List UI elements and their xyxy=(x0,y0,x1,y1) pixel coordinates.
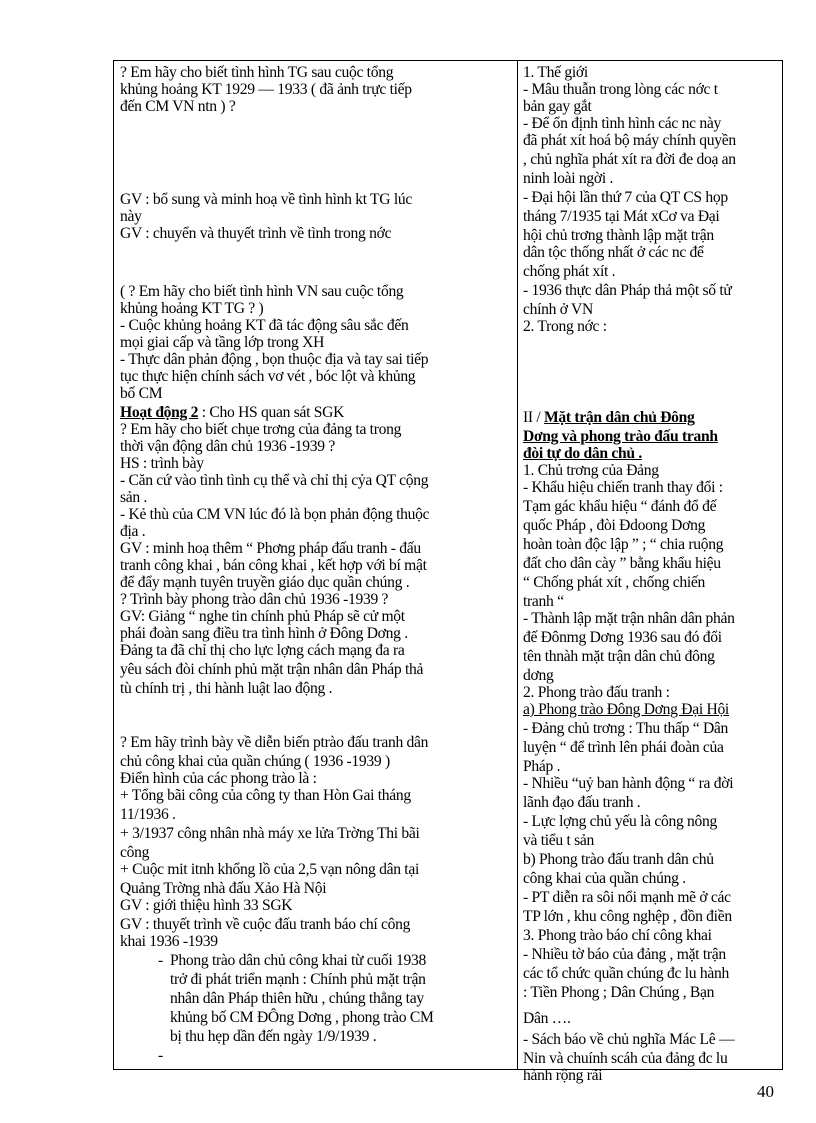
right-line xyxy=(523,870,686,887)
right-text: ninh loài ngời . xyxy=(523,170,614,187)
left-line xyxy=(120,283,403,300)
right-text: TP lớn , khu công nghệp , đồn điền xyxy=(523,908,732,925)
left-line xyxy=(120,64,393,81)
left-line xyxy=(120,642,404,659)
right-line xyxy=(523,428,718,445)
right-text: 1. Chủ trơng của Đảng xyxy=(523,462,659,479)
left-text: HS : trình bày xyxy=(120,455,204,472)
left-text: Quảng Trờng nhà đấu Xảo Hà Nội xyxy=(120,880,327,897)
left-line xyxy=(120,680,332,697)
right-text: dân tộc thống nhất ở các nc để xyxy=(523,244,704,261)
left-line xyxy=(120,557,427,574)
right-line xyxy=(523,574,705,591)
right-text: công khai của quần chúng . xyxy=(523,870,686,887)
left-line xyxy=(120,385,162,402)
left-line xyxy=(120,1047,170,1064)
right-line xyxy=(523,1031,734,1048)
left-line xyxy=(120,625,408,642)
left-line xyxy=(120,368,415,385)
right-heading: Mặt trận dân chủ Đông xyxy=(544,409,695,426)
left-line xyxy=(120,98,235,115)
left-line xyxy=(120,880,326,897)
left-line xyxy=(120,421,401,438)
right-line xyxy=(523,794,640,811)
left-text: Phong trào dân chủ công khai từ cuối 1938 xyxy=(170,952,426,969)
left-text: khủng hoảng KT TG ? ) xyxy=(120,300,264,317)
left-line xyxy=(120,472,428,489)
right-line xyxy=(523,409,695,426)
right-text: - 1936 thực dân Pháp thả một số tử xyxy=(523,282,732,299)
left-line xyxy=(120,540,421,557)
right-line xyxy=(523,593,564,610)
left-text: - Cuộc khủng hoảng KT đã tác động sâu sắc đến xyxy=(120,317,409,334)
left-text: nhân dân Pháp thiên hữu , chúng thẳng tay xyxy=(170,990,424,1007)
left-text: mọi giai cấp và tầng lớp trong XH xyxy=(120,334,325,351)
left-text: khai 1936 -1939 xyxy=(120,933,218,950)
right-line xyxy=(523,927,712,944)
right-line xyxy=(523,946,726,963)
left-text: này xyxy=(120,208,142,225)
left-text: Hoạt động 2 xyxy=(120,404,199,421)
right-line xyxy=(523,536,723,553)
right-line xyxy=(523,889,731,906)
right-line xyxy=(523,629,722,646)
left-text: chủ công khai của quần chúng ( 1936 -1939 ) xyxy=(120,753,390,770)
right-text: Tạm gác khẩu hiệu “ đánh đổ đế xyxy=(523,498,717,515)
right-line xyxy=(523,64,588,81)
left-line xyxy=(120,334,324,351)
right-text: Dơng và phong trào đấu tranh xyxy=(523,428,718,445)
left-text: sản . xyxy=(120,489,148,506)
right-line xyxy=(523,479,723,496)
right-text: - Để ổn định tình hình các nc này xyxy=(523,115,721,132)
left-text: ( ? Em hãy cho biết tình hình VN sau cuộc tổng xyxy=(120,283,404,300)
left-text: tù chính trị , thi hành luật lao động . xyxy=(120,680,333,697)
right-line xyxy=(523,908,732,925)
left-line xyxy=(120,825,420,842)
right-line xyxy=(523,984,714,1001)
left-line xyxy=(120,608,405,625)
right-text: luyện “ để trình lên phái đoàn của xyxy=(523,739,724,756)
right-line xyxy=(523,1010,571,1027)
right-line xyxy=(523,244,704,261)
left-text: để đẩy mạnh tuyên truyền giáo dục quần chúng . xyxy=(120,574,410,591)
right-text: tranh “ xyxy=(523,593,564,610)
right-text: - PT diễn ra sôi nổi mạnh mẽ ở các xyxy=(523,889,731,906)
left-line xyxy=(120,591,388,608)
left-text: 11/1936 . xyxy=(120,806,176,823)
right-line xyxy=(523,813,717,830)
left-text: địa . xyxy=(120,523,146,540)
right-line xyxy=(523,462,659,479)
left-text: khủng hoảng KT 1929 — 1933 ( đã ảnh trực tiếp xyxy=(120,81,412,98)
right-text: - Nhiều tờ báo của đảng , mặt trận xyxy=(523,946,726,963)
left-text: - Kẻ thù của CM VN lúc đó là bọn phản động thuộc xyxy=(120,506,430,523)
left-text: phái đoàn sang điều tra tình hình ở Đông Dơng . xyxy=(120,625,408,642)
left-suffix: : Cho HS quan sát SGK xyxy=(198,404,345,421)
left-text: + Tổng bãi công của công ty than Hòn Gai tháng xyxy=(120,787,411,804)
right-line xyxy=(523,208,719,225)
left-line xyxy=(120,990,424,1007)
left-text: - Căn cứ vào tình tình cụ thể và chỉ thị cỷa QT cộng xyxy=(120,472,429,489)
left-text: bị thu hẹp dần đến ngày 1/9/1939 . xyxy=(170,1028,377,1045)
right-text: quốc Pháp , đòi Đdoong Dơng xyxy=(523,517,706,534)
right-line xyxy=(523,318,607,335)
right-line xyxy=(523,498,716,515)
right-line xyxy=(523,115,721,132)
right-text: đất cho dân cày ” bằng khẩu hiệu xyxy=(523,555,721,572)
right-text: - Thành lập mặt trận nhân dân phản xyxy=(523,610,735,627)
left-text: yêu sách đòi chính phủ mặt trận nhân dân Pháp thả xyxy=(120,661,424,678)
right-text: - Nhiều “uỷ ban hành động “ ra đời xyxy=(523,775,734,792)
right-text: - Lực lợng chủ yếu là công nông xyxy=(523,813,718,830)
right-line xyxy=(523,98,592,115)
column-divider xyxy=(517,61,518,1069)
bullet-dash: - xyxy=(158,952,163,969)
right-line xyxy=(523,648,715,665)
right-line xyxy=(523,189,728,206)
right-text: bản gay gắt xyxy=(523,98,592,115)
right-line xyxy=(523,301,593,318)
left-text: GV : chuyển và thuyết trình về tình trong nớc xyxy=(120,225,392,242)
left-text: + Cuộc mit itnh khổng lồ của 2,5 vạn nông dân tại xyxy=(120,861,419,878)
right-text: Nin và chuính scáh của đảng đc lu xyxy=(523,1050,728,1067)
right-text: , chủ nghĩa phát xít ra đời đe doạ an xyxy=(523,151,736,168)
left-line xyxy=(120,916,410,933)
left-line xyxy=(120,971,426,988)
left-line xyxy=(120,300,263,317)
right-text: các tổ chức quần chúng đc lu hành xyxy=(523,965,729,982)
right-line xyxy=(523,170,613,187)
left-text: công xyxy=(120,844,150,861)
right-text: : Tiền Phong ; Dân Chúng , Bạn xyxy=(523,984,715,1001)
right-line xyxy=(523,1067,602,1084)
left-line xyxy=(120,455,204,472)
right-line xyxy=(523,555,721,572)
right-text: đế Đônmg Dơng 1936 sau đó đổi xyxy=(523,629,722,646)
left-line xyxy=(120,506,429,523)
right-text: a) Phong trào Đông Dơng Đại Hội xyxy=(523,701,729,718)
right-text: dơng xyxy=(523,667,554,684)
left-text: bố CM xyxy=(120,385,163,402)
left-line xyxy=(120,861,419,878)
right-text: Pháp . xyxy=(523,758,561,775)
left-text: ? Em hãy cho biết chụe trơng của đảng ta trong xyxy=(120,421,402,438)
right-text: 2. Phong trào đấu tranh : xyxy=(523,684,670,701)
right-line xyxy=(523,684,670,701)
left-text: tranh công khai , bán công khai , kết hợp với bí mật xyxy=(120,557,427,574)
right-line xyxy=(523,758,560,775)
right-text: đòi tự do dân chủ . xyxy=(523,445,642,462)
left-text: khủng bố CM ĐÔng Dơng , phong trào CM xyxy=(170,1009,434,1026)
left-line xyxy=(120,1028,376,1045)
left-line xyxy=(120,191,412,208)
right-text: 1. Thế giới xyxy=(523,64,588,81)
left-line xyxy=(120,351,428,368)
left-text: trở đi phát triển mạnh : Chính phủ mặt trận xyxy=(170,971,426,988)
right-line xyxy=(523,720,728,737)
bullet-dash: - xyxy=(158,1047,163,1064)
left-text: Đảng ta đã chỉ thị cho lực lợng cách mạng đa ra xyxy=(120,642,405,659)
left-text: đến CM VN ntn ) ? xyxy=(120,98,236,115)
left-line xyxy=(120,933,218,950)
right-line xyxy=(523,227,714,244)
left-line xyxy=(120,952,426,969)
right-line xyxy=(523,282,732,299)
right-line xyxy=(523,132,736,149)
right-text: - Mâu thuẫn trong lòng các nớc t xyxy=(523,81,718,98)
right-text: - Sách báo về chủ nghĩa Mác Lê — xyxy=(523,1031,735,1048)
left-line xyxy=(120,661,423,678)
left-line xyxy=(120,523,145,540)
left-text: GV : giới thiệu hình 33 SGK xyxy=(120,897,293,914)
right-line xyxy=(523,445,642,462)
left-text: ? Trình bày phong trào dân chủ 1936 -1939 ? xyxy=(120,591,389,608)
left-text: GV: Giảng “ nghe tin chính phủ Pháp sẽ cử một xyxy=(120,608,405,625)
right-line xyxy=(523,832,594,849)
left-text: ? Em hãy cho biết tình hình TG sau cuộc tổng xyxy=(120,64,394,81)
right-line xyxy=(523,851,714,868)
right-text: chính ở VN xyxy=(523,301,593,318)
right-line xyxy=(523,667,553,684)
right-line xyxy=(523,701,729,718)
right-text: lãnh đạo đấu tranh . xyxy=(523,794,641,811)
right-line xyxy=(523,151,736,168)
left-line xyxy=(120,897,292,914)
right-text: 3. Phong trào báo chí công khai xyxy=(523,927,712,944)
left-line xyxy=(120,225,391,242)
right-text: tháng 7/1935 tại Mát xCơ va Đại xyxy=(523,208,720,225)
right-text: hành rộng rãi xyxy=(523,1067,603,1084)
right-text: b) Phong trào đấu tranh dân chủ xyxy=(523,851,714,868)
left-text: GV : bổ sung và minh hoạ về tình hình kt TG lúc xyxy=(120,191,412,208)
right-text: hoàn toàn độc lập ” ; “ chia ruộng xyxy=(523,536,724,553)
left-text: thời vận động dân chủ 1936 -1939 ? xyxy=(120,438,336,455)
right-line xyxy=(523,263,615,280)
right-text: “ Chống phát xít , chống chiến xyxy=(523,574,705,591)
left-text: GV : minh hoạ thêm “ Phơng pháp đấu tranh - đấu xyxy=(120,540,421,557)
left-text: GV : thuyết trình về cuộc đấu tranh báo chí công xyxy=(120,916,411,933)
left-line xyxy=(120,844,149,861)
left-line xyxy=(120,81,412,98)
right-line xyxy=(523,610,735,627)
left-line xyxy=(120,787,411,804)
right-text: - Khẩu hiệu chiến tranh thay đổi : xyxy=(523,479,723,496)
left-text: ? Em hãy trình bày về diễn biến ptrào đấu tranh dân xyxy=(120,734,429,751)
left-line xyxy=(120,734,428,751)
right-text: - Đảng chủ trơng : Thu thấp “ Dân xyxy=(523,720,729,737)
right-text: II / xyxy=(523,409,545,426)
left-line xyxy=(120,770,317,787)
left-line xyxy=(120,404,344,421)
right-text: chống phát xít . xyxy=(523,263,616,280)
right-line xyxy=(523,517,705,534)
left-line xyxy=(120,574,409,591)
lesson-table xyxy=(113,60,783,1084)
left-line xyxy=(120,1009,434,1026)
right-text: 2. Trong nớc : xyxy=(523,318,607,335)
left-line xyxy=(120,806,176,823)
right-text: và tiểu t sản xyxy=(523,832,595,849)
right-line xyxy=(523,739,724,756)
right-line xyxy=(523,81,718,98)
right-text: đã phát xít hoá bộ máy chính quyền xyxy=(523,132,736,149)
left-line xyxy=(120,489,147,506)
right-text: tên thnàh mặt trận dân chủ đông xyxy=(523,648,715,665)
page-number: 40 xyxy=(757,1082,774,1101)
right-text: Dân …. xyxy=(523,1010,571,1027)
left-line xyxy=(120,753,390,770)
left-line xyxy=(120,438,335,455)
left-text: - Thực dân phản động , bọn thuộc địa và tay sai tiếp xyxy=(120,351,429,368)
left-line xyxy=(120,208,142,225)
left-text: tục thực hiện chính sách vơ vét , bóc lột và khủng xyxy=(120,368,416,385)
left-text: Điển hình của các phong trào là : xyxy=(120,770,317,787)
left-line xyxy=(120,317,409,334)
right-text: - Đại hội lần thứ 7 của QT CS họp xyxy=(523,189,728,206)
right-text: hội chủ trơng thành lập mặt trận xyxy=(523,227,714,244)
right-line xyxy=(523,775,733,792)
right-line xyxy=(523,1050,727,1067)
left-text: + 3/1937 công nhân nhà máy xe lửa Trờng Thi bãi xyxy=(120,825,420,842)
right-line xyxy=(523,965,729,982)
